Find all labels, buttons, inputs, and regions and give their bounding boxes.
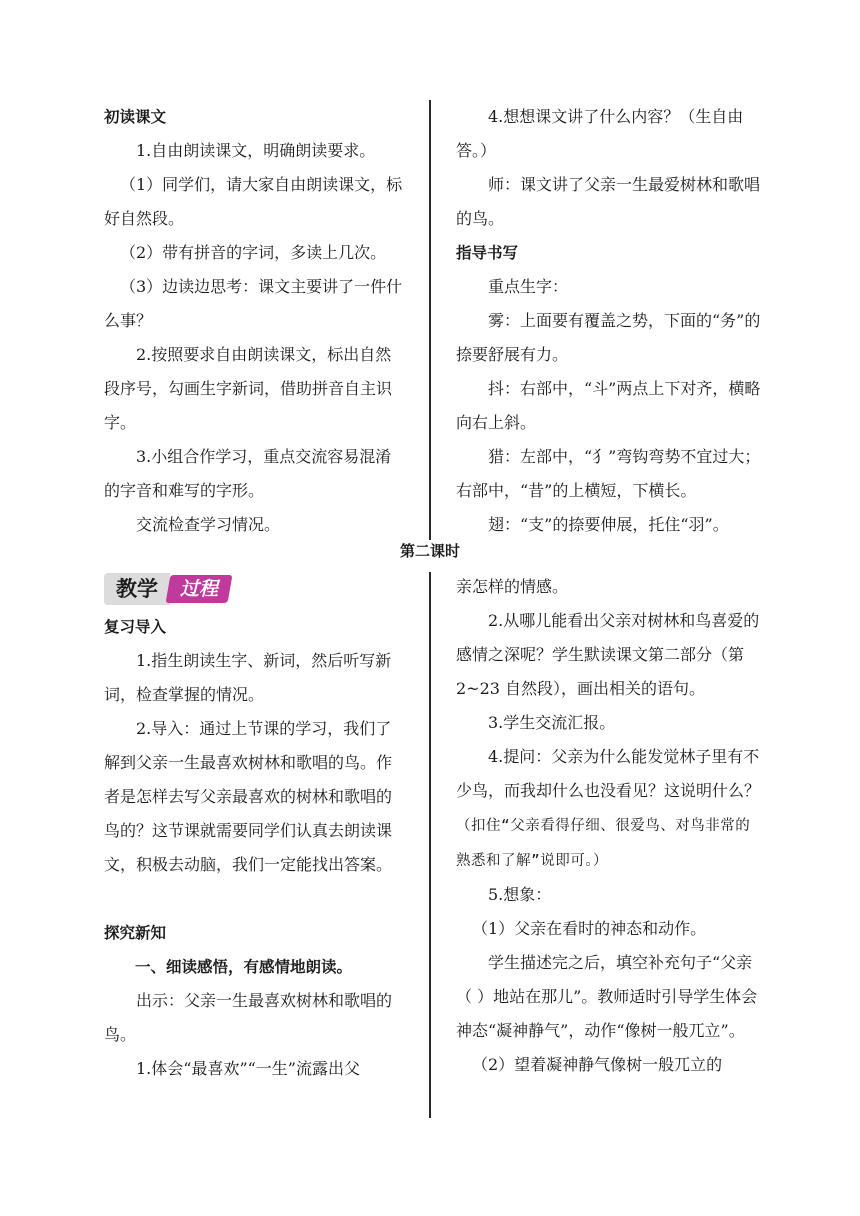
- section-heading-review: 复习导入: [104, 618, 167, 636]
- paragraph: 猎：左部中，“犭”弯钩弯势不宜过大；右部中，“昔”的上横短，下横长。: [456, 447, 761, 500]
- paragraph: 1.体会“最喜欢”“一生”流露出父: [136, 1059, 360, 1078]
- paragraph: （2）带有拼音的字词，多读上几次。: [120, 243, 387, 262]
- paragraph: 1.自由朗读课文，明确朗读要求。: [136, 141, 376, 160]
- paragraph: 5.想象：: [488, 885, 552, 904]
- paragraph: 重点生字：: [488, 277, 569, 296]
- paragraph: 3.小组合作学习，重点交流容易混淆的字音和难写的字形。: [104, 447, 392, 500]
- spacer: [104, 882, 406, 916]
- paragraph: （1）父亲在看时的神态和动作。: [472, 919, 707, 938]
- paragraph: 交流检查学习情况。: [136, 515, 281, 534]
- handwritten-note: （扣住“父亲看得仔细、很爱鸟、对鸟非常的熟悉和了解”说即可。）: [456, 818, 751, 869]
- paragraph: 抖：右部中，“斗”两点上下对齐，横略向右上斜。: [456, 379, 761, 432]
- section-heading-first-reading: 初读课文: [104, 108, 167, 126]
- column-divider-bottom: [429, 572, 431, 1118]
- column-divider-top: [429, 100, 431, 540]
- top-right-column: [456, 100, 762, 542]
- bottom-left-column: [104, 610, 406, 1086]
- paragraph: （3）边读边思考：课文主要讲了一件什么事？: [104, 277, 403, 330]
- paragraph: 4.想想课文讲了什么内容？（生自由答。）: [456, 107, 744, 160]
- paragraph: 2.导入：通过上节课的学习，我们了解到父亲一生最喜欢树林和歌唱的鸟。作者是怎样去写父亲最喜欢的树林和歌唱的鸟的？这节课就需要同学们认真去朗读课文，积极去动脑，我们一定能找出答案。: [104, 719, 393, 874]
- section-heading-writing-guide: 指导书写: [456, 244, 519, 262]
- paragraph: （1）同学们，请大家自由朗读课文，标好自然段。: [104, 175, 403, 228]
- paragraph: 出示：父亲一生最喜欢树林和歌唱的鸟。: [104, 991, 393, 1044]
- paragraph: 3.学生交流汇报。: [488, 713, 616, 732]
- paragraph-text: 4.提问：父亲为什么能发觉林子里有不少鸟，而我却什么也没看见？这说明什么？: [456, 747, 761, 800]
- top-left-column: [104, 100, 406, 542]
- badge-label-primary: 教学: [104, 573, 170, 605]
- paragraph: 1.指生朗读生字、新词，然后听写新词，检查掌握的情况。: [104, 651, 392, 704]
- badge-accent-block: [166, 575, 233, 603]
- paragraph: 翅：“支”的捺要伸展，托住“羽”。: [488, 515, 729, 534]
- paragraph: 雾：上面要有覆盖之势，下面的“务”的捺要舒展有力。: [456, 311, 761, 364]
- section-heading-explore: 探究新知: [104, 924, 167, 942]
- badge-label-accent: 过程: [179, 578, 218, 600]
- paragraph: 2.从哪儿能看出父亲对树林和鸟喜爱的感情之深呢？学生默读课文第二部分（第 2~23 自然段），画出相关的语句。: [456, 611, 760, 698]
- paragraph: （2）望着凝神静气像树一般兀立的: [472, 1055, 723, 1074]
- paragraph: 2.按照要求自由朗读课文，标出自然段序号，勾画生字新词，借助拼音自主识字。: [104, 345, 393, 432]
- paragraph: [456, 740, 762, 878]
- session-title: 第二课时: [399, 542, 460, 560]
- teaching-process-badge: [104, 573, 230, 605]
- bottom-right-column: [456, 570, 762, 1082]
- paragraph: 学生描述完之后，填空补充句子“父亲（ ）地站在那儿”。教师适时引导学生体会神态“凝神静气”，动作“像树一般兀立”。: [456, 953, 758, 1040]
- subheading: 一、细读感悟，有感情地朗读。: [135, 958, 353, 976]
- paragraph: 师：课文讲了父亲一生最爱树林和歌唱的鸟。: [456, 175, 761, 228]
- paragraph: 亲怎样的情感。: [456, 577, 569, 596]
